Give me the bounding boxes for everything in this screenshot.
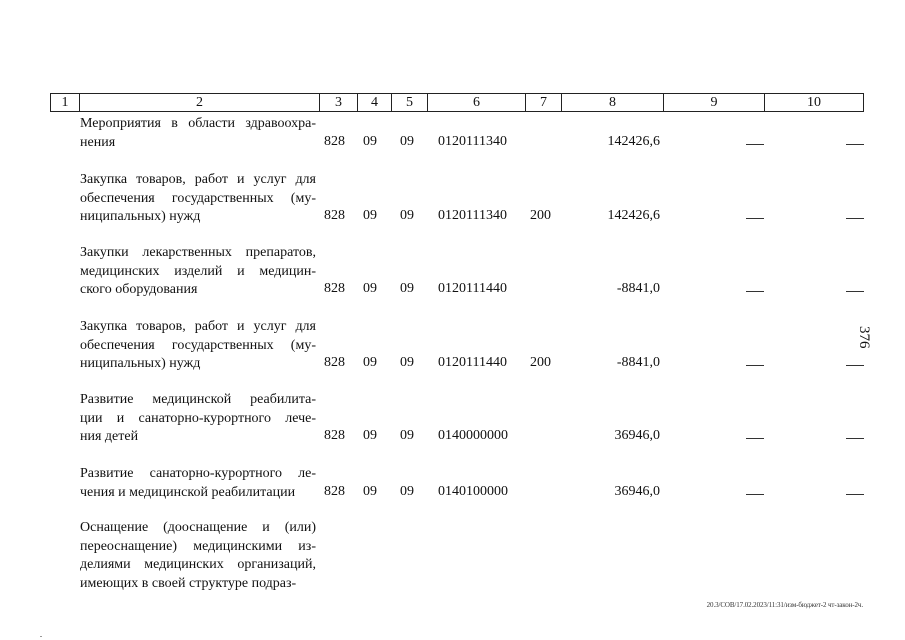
cell-c3: 828 <box>324 428 345 443</box>
header-col-10: 10 <box>764 94 863 111</box>
row-name <box>80 171 316 227</box>
row-name-line: Оснащение (дооснащение и (или) <box>80 520 316 535</box>
cell-c5: 09 <box>400 355 414 370</box>
cell-c6: 0120111340 <box>438 208 507 223</box>
row-name-line: нения <box>80 134 116 150</box>
cell-c3: 828 <box>324 208 345 223</box>
row-name-line: ния детей <box>80 429 139 444</box>
row-name-line: ниципальных) нужд <box>80 209 201 224</box>
cell-c4: 09 <box>363 281 377 296</box>
scan-speck <box>40 636 42 637</box>
cell-c5: 09 <box>400 208 414 223</box>
dash-c9 <box>746 144 764 145</box>
cell-c6: 0140100000 <box>438 483 508 499</box>
row-name-line: Закупки лекарственных препаратов, <box>80 245 316 260</box>
cell-c4: 09 <box>363 133 377 149</box>
cell-c8: 36946,0 <box>614 428 660 443</box>
row-name <box>80 391 316 447</box>
cell-c8: -8841,0 <box>616 355 660 370</box>
row-name-line: делиями медицинских организаций, <box>80 557 316 572</box>
footer-code: 20.3/СОВ/17.02.2023/11:31/изм-бюджет-2 чт-закон-2ч. <box>706 601 863 609</box>
cell-c6: 0120111440 <box>438 281 507 296</box>
row-name <box>80 519 316 593</box>
row-name-line: медицинских изделий и медицин- <box>80 263 316 279</box>
cell-c4: 09 <box>363 355 377 370</box>
dash-c10 <box>846 438 864 439</box>
header-col-9: 9 <box>663 94 764 111</box>
cell-c5: 09 <box>400 483 414 499</box>
cell-c3: 828 <box>324 483 345 499</box>
header-col-3: 3 <box>319 94 357 111</box>
dash-c10 <box>846 494 864 495</box>
row-name-line: ского оборудования <box>80 282 198 297</box>
header-col-4: 4 <box>357 94 391 111</box>
row-name <box>80 465 316 502</box>
dash-c9 <box>746 438 764 439</box>
cell-c3: 828 <box>324 133 345 149</box>
cell-c8: 142426,6 <box>607 208 660 223</box>
cell-c7: 200 <box>530 208 551 223</box>
dash-c10 <box>846 218 864 219</box>
dash-c10 <box>846 144 864 145</box>
page-number: 376 <box>856 326 872 349</box>
row-name-line: чения и медицинской реабилитации <box>80 484 296 500</box>
header-col-8: 8 <box>561 94 663 111</box>
table-header-row <box>50 93 864 112</box>
dash-c9 <box>746 494 764 495</box>
header-col-1: 1 <box>61 95 69 110</box>
row-name-line: обеспечения государственных (му- <box>80 337 316 353</box>
cell-c7: 200 <box>530 355 551 370</box>
header-col-7: 7 <box>525 94 561 111</box>
cell-c6: 0120111440 <box>438 355 507 370</box>
row-name-line: переоснащение) медицинскими из- <box>80 538 316 554</box>
dash-c9 <box>746 291 764 292</box>
cell-c6: 0140000000 <box>438 428 508 443</box>
row-name-line: Развитие медицинской реабилита- <box>80 392 316 407</box>
header-col-2: 2 <box>79 94 319 111</box>
row-name <box>80 318 316 374</box>
row-name-line: Закупка товаров, работ и услуг для <box>80 172 316 187</box>
cell-c4: 09 <box>363 428 377 443</box>
dash-c10 <box>846 291 864 292</box>
dash-c9 <box>746 218 764 219</box>
dash-c10 <box>846 365 864 366</box>
dash-c9 <box>746 365 764 366</box>
row-name-line: ции и санаторно-курортного лече- <box>80 410 316 426</box>
row-name <box>80 115 316 152</box>
cell-c3: 828 <box>324 355 345 370</box>
cell-c8: 142426,6 <box>607 133 660 149</box>
cell-c5: 09 <box>400 428 414 443</box>
row-name-line: Закупка товаров, работ и услуг для <box>80 319 316 334</box>
row-name-line: Развитие санаторно-курортного ле- <box>80 466 316 481</box>
cell-c4: 09 <box>363 208 377 223</box>
row-name-line: ниципальных) нужд <box>80 356 201 371</box>
row-name-line: Мероприятия в области здравоохра- <box>80 116 316 131</box>
cell-c8: -8841,0 <box>616 281 660 296</box>
cell-c3: 828 <box>324 281 345 296</box>
header-col-5: 5 <box>391 94 427 111</box>
cell-c4: 09 <box>363 483 377 499</box>
row-name <box>80 244 316 300</box>
row-name-line: обеспечения государственных (му- <box>80 190 316 206</box>
cell-c5: 09 <box>400 281 414 296</box>
cell-c5: 09 <box>400 133 414 149</box>
cell-c8: 36946,0 <box>614 483 660 499</box>
row-name-line: имеющих в своей структуре подраз- <box>80 575 297 591</box>
cell-c6: 0120111340 <box>438 133 507 149</box>
header-col-6: 6 <box>427 94 525 111</box>
